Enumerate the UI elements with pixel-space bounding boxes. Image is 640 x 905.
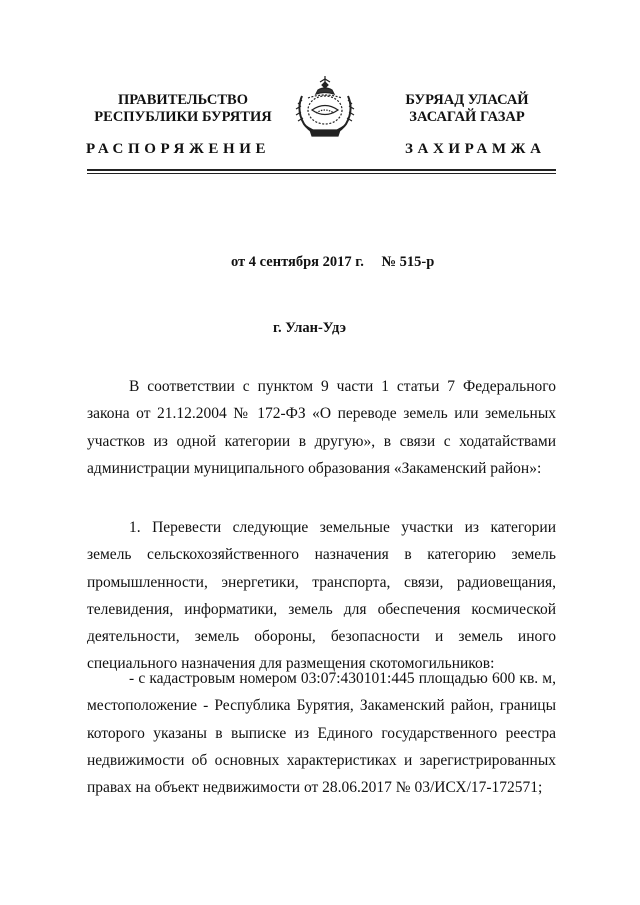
header-left-block: [88, 92, 278, 126]
header-left-line2: РЕСПУБЛИКИ БУРЯТИЯ: [94, 109, 272, 125]
coat-of-arms-emblem-icon: [292, 74, 358, 144]
header-divider-thin: [87, 173, 556, 174]
document-date: от 4 сентября 2017 г.: [231, 254, 364, 270]
document-type-right: ЗАХИРАМЖА: [405, 141, 546, 157]
header-right-block: [372, 92, 562, 126]
document-city: г. Улан-Удэ: [273, 320, 346, 336]
header-left-line1: ПРАВИТЕЛЬСТВО: [118, 92, 248, 108]
paragraph-preamble: В соответствии с пунктом 9 части 1 статьи 7 Федерального закона от 21.12.2004 № 172-ФЗ «О переводе земель или земельных участков из одной категории в другую», в связи с ходатайствами администрации муниципального образования «Закаменский район»:: [87, 378, 556, 477]
document-type-left: РАСПОРЯЖЕНИЕ: [86, 141, 271, 157]
paragraph-item-1: 1. Перевести следующие земельные участки из категории земель сельскохозяйственного назначения в категорию земель промышленности, энергетики, транспорта, связи, радиовещания, телевидения, информатики, земель для обеспечения космической деятельности, земель обороны, безопасности и земель иного специального назначения для размещения скотомогильников:: [87, 519, 556, 673]
document-number: № 515-р: [381, 254, 435, 270]
header-divider-thick: [87, 169, 556, 171]
paragraph-land-plot: - с кадастровым номером 03:07:430101:445 площадью 600 кв. м, местоположение - Республика Бурятия, Закаменский район, границы которого указаны в выписке из Единого государственного реестра недвижимости об основных характеристиках и зарегистрированных правах на объект недвижимости от 28.06.2017 № 03/ИСХ/17-172571;: [87, 670, 556, 797]
header-right-line2: ЗАСАГАЙ ГАЗАР: [409, 109, 525, 125]
header-right-line1: БУРЯАД УЛАСАЙ: [405, 92, 529, 108]
date-number-line: [231, 254, 434, 271]
